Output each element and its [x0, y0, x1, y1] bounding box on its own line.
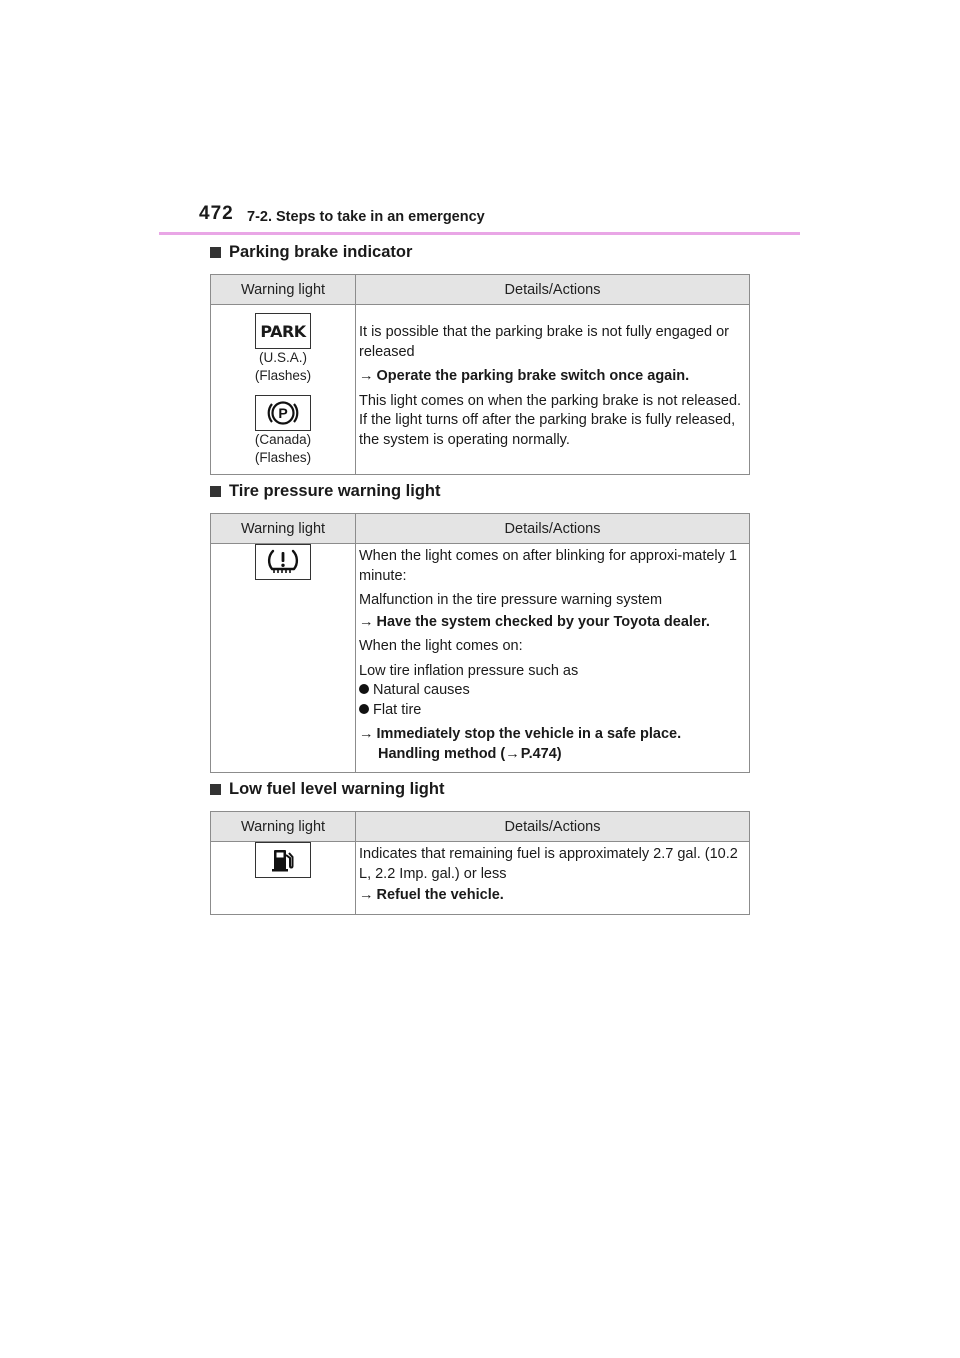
warning-light-cell [211, 544, 356, 773]
arrow-icon: → [505, 745, 520, 762]
list-item [359, 701, 747, 721]
details-text: Indicates that remaining fuel is approximately 2.7 gal. (10.2 L, 2.2 Imp. gal.) or less [359, 846, 738, 882]
action-text [359, 367, 747, 387]
section-title-text: Tire pressure warning light [229, 482, 441, 500]
bullet-dot-icon [359, 684, 369, 694]
section-bullet-icon [210, 247, 221, 258]
parking-brake-p-svg [266, 398, 300, 428]
column-header-details-actions: Details/Actions [356, 812, 750, 842]
details-text: When the light comes on after blinking for approxi-mately 1 minute: [359, 548, 737, 584]
parking-brake-p-icon [255, 395, 311, 431]
park-indicator-icon [255, 313, 311, 349]
column-header-warning-light: Warning light [211, 812, 356, 842]
details-text: It is possible that the parking brake is not fully engaged or released [359, 324, 729, 360]
page-reference-link[interactable]: P.474) [520, 745, 562, 762]
warning-light-cell [211, 842, 356, 915]
table-parking-brake [210, 274, 750, 475]
list-item-text: Natural causes [373, 682, 470, 698]
details-text: Low tire inflation pressure such as [359, 662, 579, 679]
arrow-icon: → [359, 726, 374, 742]
tire-pressure-icon [255, 544, 311, 580]
bullet-list [359, 681, 747, 720]
action-continuation [359, 745, 747, 765]
svg-text:P: P [278, 405, 288, 421]
tire-pressure-svg [263, 547, 303, 577]
action-text [359, 725, 747, 764]
icon-caption: (Flashes) [254, 368, 312, 383]
icon-caption: (Canada) [254, 432, 312, 447]
column-header-details-actions: Details/Actions [356, 275, 750, 305]
column-header-warning-light: Warning light [211, 275, 356, 305]
section-title-low-fuel [210, 780, 444, 799]
table-row [211, 842, 750, 915]
handling-method-label: Handling method ( [378, 745, 506, 762]
list-item [359, 681, 747, 701]
icon-caption: (Flashes) [254, 450, 312, 465]
warning-light-cell [211, 305, 356, 475]
action-label: Refuel the vehicle. [376, 887, 504, 903]
details-text: When the light comes on: [359, 638, 523, 654]
section-title-parking-brake [210, 243, 412, 262]
icon-caption: (U.S.A.) [258, 350, 307, 365]
details-cell [356, 305, 750, 475]
column-header-warning-light: Warning light [211, 514, 356, 544]
section-title-text: Parking brake indicator [229, 243, 413, 261]
list-item-text: Flat tire [373, 701, 422, 718]
section-title-tire-pressure [210, 482, 441, 501]
table-low-fuel [210, 811, 750, 915]
section-bullet-icon [210, 784, 221, 795]
action-label: Immediately stop the vehicle in a safe place. [376, 726, 682, 742]
fuel-pump-icon [255, 842, 311, 878]
details-text: Malfunction in the tire pressure warning system [359, 592, 663, 608]
bullet-dot-icon [359, 704, 369, 714]
action-label: Have the system checked by your Toyota dealer. [376, 613, 710, 630]
arrow-icon: → [359, 887, 374, 903]
table-row [211, 305, 750, 475]
details-cell [356, 842, 750, 915]
arrow-icon: → [359, 368, 374, 384]
action-label: Operate the parking brake switch once again. [376, 368, 690, 384]
table-row [211, 544, 750, 773]
section-bullet-icon [210, 486, 221, 497]
table-tire-pressure [210, 513, 750, 773]
section-title-text: Low fuel level warning light [229, 780, 445, 798]
details-cell [356, 544, 750, 773]
park-icon-text: PARK [260, 321, 306, 341]
header-divider [159, 232, 800, 235]
table-header-row [211, 514, 750, 544]
table-header-row [211, 812, 750, 842]
table-header-row [211, 275, 750, 305]
action-text [359, 886, 747, 906]
action-text [359, 613, 747, 633]
details-text: This light comes on when the parking brake is not released. If the light turns off after the parking brake is fully released, the system is operating normally. [359, 392, 742, 448]
chapter-title: 7-2. Steps to take in an emergency [247, 209, 485, 225]
column-header-details-actions: Details/Actions [356, 514, 750, 544]
fuel-pump-svg [268, 845, 298, 875]
arrow-icon: → [359, 613, 374, 630]
page-number: 472 [199, 203, 234, 224]
